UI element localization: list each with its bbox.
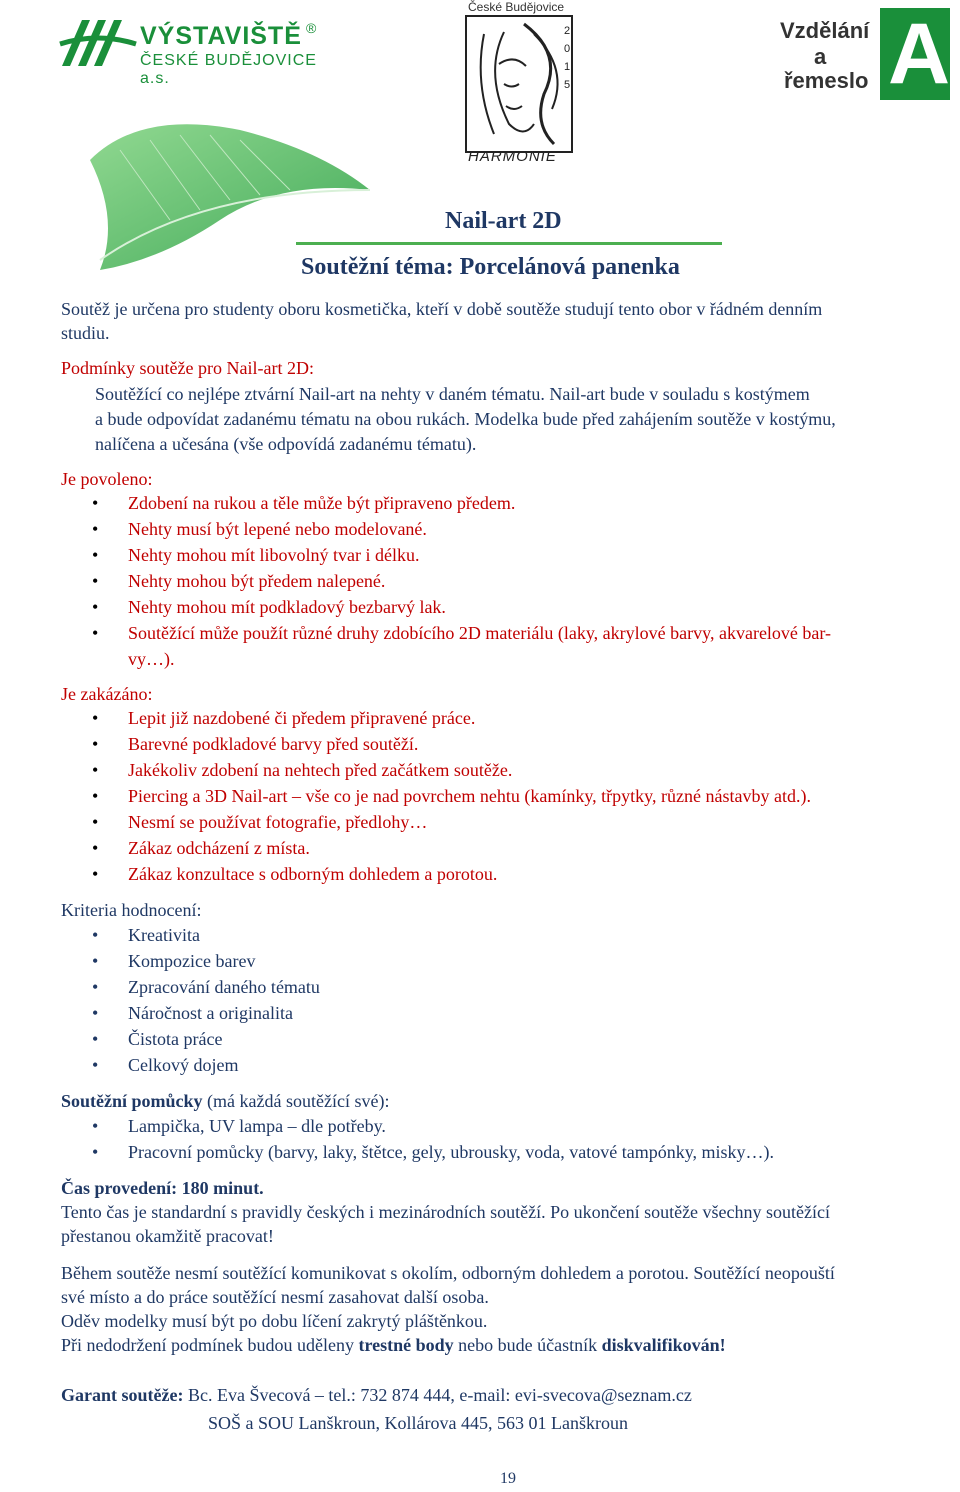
vzdelani-line2: a — [814, 44, 827, 69]
list-item: • Náročnost a originalita — [92, 1000, 320, 1026]
guarantor-school: SOŠ a SOU Lanškroun, Kollárova 445, 563 01 Lanškroun — [208, 1413, 628, 1433]
list-item: • Lampička, UV lampa – dle potřeby. — [92, 1113, 774, 1139]
contest-theme: Soutěžní téma: Porcelánová panenka — [301, 254, 680, 280]
list-item: • Pracovní pomůcky (barvy, laky, štětce, gely, ubrousky, voda, vatové tampónky, misky…). — [92, 1139, 774, 1165]
penalty-line — [61, 1332, 726, 1358]
feather-icon — [80, 100, 380, 280]
time-heading: Čas provedení: 180 minut. — [61, 1178, 264, 1198]
list-item: • Nehty mohou mít podkladový bezbarvý lak. — [92, 594, 831, 620]
conditions-line: a bude odpovídat zadanému tématu na obou rukách. Modelka bude před zahájením soutěže v kostýmu, — [95, 409, 836, 429]
list-item: • Zpracování daného tématu — [92, 974, 320, 1000]
tools-heading-rest: (má každá soutěžící své): — [202, 1091, 390, 1111]
list-item: • Barevné podkladové barvy před soutěží. — [92, 731, 811, 757]
rules-line: Během soutěže nesmí soutěžící komunikovat s okolím, odborným dohledem a porotou. Soutěžící neopouští — [61, 1263, 835, 1283]
logo-vzdelani — [780, 8, 955, 103]
conditions-heading: Podmínky soutěže pro Nail-art 2D: — [61, 358, 314, 378]
harmonie-city: České Budějovice — [468, 0, 565, 14]
list-item: • Zákaz konzultace s odborným dohledem a porotou. — [92, 861, 811, 887]
harmonie-face-icon — [464, 14, 574, 154]
time-line: přestanou okamžitě pracovat! — [61, 1226, 274, 1246]
guarantor-text: Bc. Eva Švecová – tel.: 732 874 444, e-mail: evi-svecova@seznam.cz — [183, 1385, 692, 1405]
list-item: • Zdobení na rukou a těle může být připraveno předem. — [92, 490, 831, 516]
list-item: • Soutěžící může použít různé druhy zdobícího 2D materiálu (laky, akrylové barvy, akvarelové bar- — [92, 620, 831, 646]
forbidden-heading: Je zakázáno: — [61, 684, 153, 704]
vzdelani-mark-letter: A — [888, 6, 951, 102]
logo-harmonie — [460, 0, 580, 170]
list-item: • Nehty mohou mít libovolný tvar i délku. — [92, 542, 831, 568]
forbidden-list — [92, 705, 811, 887]
guarantor-line — [61, 1382, 692, 1408]
list-item: • Nehty musí být lepené nebo modelované. — [92, 516, 831, 542]
time-line: Tento čas je standardní s pravidly českých i mezinárodních soutěží. Po ukončení soutěže všechny soutěžící — [61, 1202, 831, 1222]
list-item: • Lepit již nazdobené či předem připravené práce. — [92, 705, 811, 731]
list-item: • Jakékoliv zdobení na nehtech před začátkem soutěže. — [92, 757, 811, 783]
harmonie-year-digit: 1 — [563, 61, 571, 73]
rules-line: své místo a do práce soutěžící nesmí zasahovat další osoba. — [61, 1287, 489, 1307]
allowed-continuation: vy…). — [128, 649, 175, 669]
logo-vystaviste — [58, 14, 328, 87]
harmonie-year-digit: 2 — [563, 25, 571, 37]
penalty-bold-disq: diskvalifikován! — [601, 1335, 726, 1355]
list-item: • Nehty mohou být předem nalepené. — [92, 568, 831, 594]
list-item: • Zákaz odcházení z místa. — [92, 835, 811, 861]
criteria-heading: Kriteria hodnocení: — [61, 900, 202, 920]
intro-line: studiu. — [61, 323, 110, 343]
conditions-line: nalíčena a učesána (vše odpovídá zadanému tématu). — [95, 434, 477, 454]
vystaviste-subtitle: ČESKÉ BUDĚJOVICE a.s. — [140, 52, 317, 87]
page-title: Nail-art 2D — [445, 208, 562, 234]
conditions-line: Soutěžící co nejlépe ztvární Nail-art na nehty v daném tématu. Nail-art bude v souladu s kostýmem — [95, 384, 810, 404]
harmonie-year-digit: 0 — [563, 43, 571, 55]
title-rule — [296, 242, 722, 245]
intro-line: Soutěž je určena pro studenty oboru kosmetička, kteří v době soutěže studují tento obor v řádném denním — [61, 299, 823, 319]
harmonie-year — [560, 22, 574, 94]
vzdelani-line1: Vzdělání — [780, 18, 870, 43]
vystaviste-mark-icon — [58, 14, 138, 72]
page-number: 19 — [500, 1470, 516, 1487]
vystaviste-reg: ® — [306, 20, 317, 36]
harmonie-label: HARMONIE — [468, 148, 557, 165]
tools-heading — [61, 1088, 389, 1114]
list-item: • Čistota práce — [92, 1026, 320, 1052]
vzdelani-a-mark-icon — [880, 8, 950, 100]
vzdelani-line3: řemeslo — [784, 68, 869, 93]
rules-line: Oděv modelky musí být po dobu líčení zakrytý pláštěnkou. — [61, 1311, 488, 1331]
tools-list — [92, 1113, 774, 1165]
penalty-pre: Při nedodržení podmínek budou uděleny — [61, 1335, 359, 1355]
list-item: • Celkový dojem — [92, 1052, 320, 1078]
harmonie-year-digit: 5 — [563, 79, 571, 91]
allowed-heading: Je povoleno: — [61, 469, 153, 489]
list-item: • Nesmí se používat fotografie, předlohy… — [92, 809, 811, 835]
criteria-list — [92, 922, 320, 1078]
list-item: • Piercing a 3D Nail-art – vše co je nad povrchem nehtu (kamínky, třpytky, různé nástavby atd.). — [92, 783, 811, 809]
penalty-bold-points: trestné body — [358, 1335, 454, 1355]
tools-heading-bold: Soutěžní pomůcky — [61, 1091, 203, 1111]
guarantor-label: Garant soutěže: — [61, 1385, 184, 1405]
penalty-mid: nebo bude účastník — [453, 1335, 602, 1355]
vystaviste-title: VÝSTAVIŠTĚ — [140, 22, 302, 50]
list-item: • Kreativita — [92, 922, 320, 948]
allowed-list — [92, 490, 831, 646]
list-item: • Kompozice barev — [92, 948, 320, 974]
